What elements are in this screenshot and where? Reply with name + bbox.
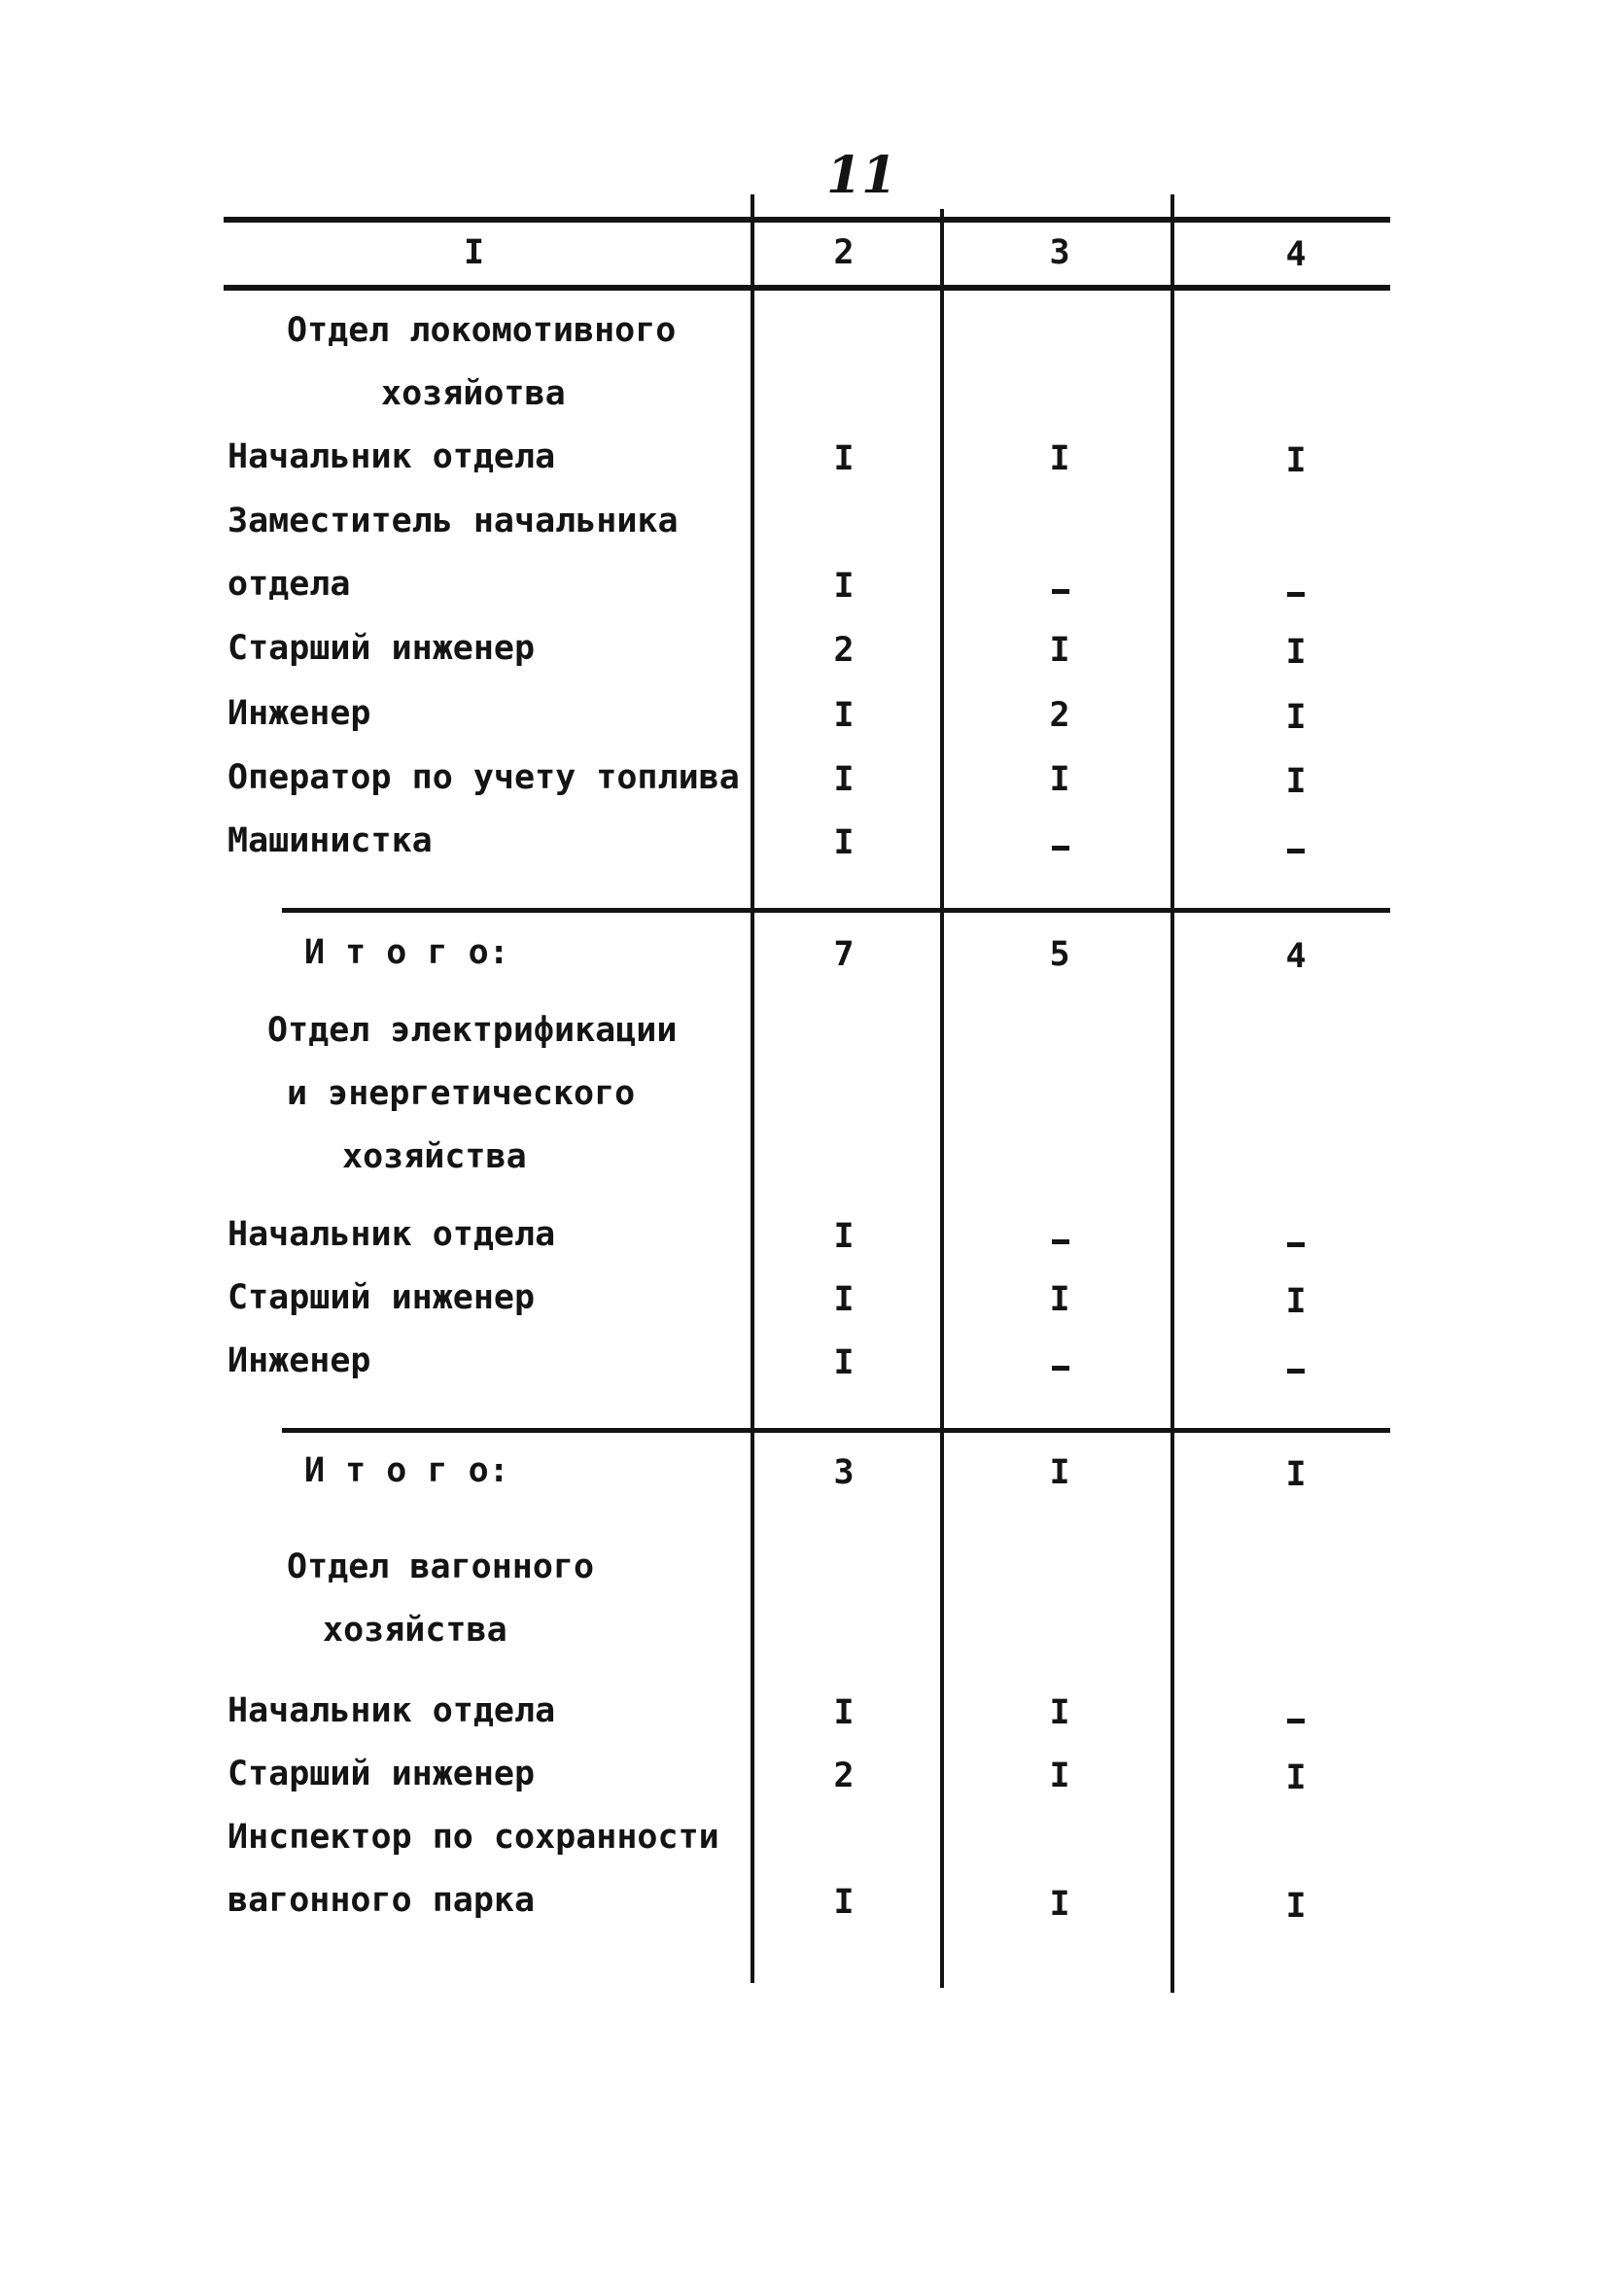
total-col-4: I: [1285, 1455, 1307, 1494]
section-title: Отдел электрификации: [267, 1011, 678, 1050]
row-label: Старший инженер: [227, 1278, 536, 1317]
cell-col-4: I: [1285, 1758, 1307, 1797]
subtotal-rule-1: [282, 908, 1390, 913]
cell-col-2: I: [833, 1883, 855, 1922]
cell-col-2: I: [833, 567, 855, 606]
row-label: отдела: [227, 565, 351, 604]
row-label: Инспектор по сохранности: [227, 1818, 719, 1857]
total-col-3: I: [1049, 1453, 1070, 1492]
total-col-2: 7: [833, 935, 855, 974]
cell-col-2: I: [833, 1693, 855, 1732]
section-title: и энергетического: [287, 1074, 636, 1113]
dash-mark: [1052, 1366, 1069, 1371]
total-label: И т о г о:: [304, 933, 509, 972]
dash-mark: [1052, 589, 1069, 594]
subtotal-rule-2: [282, 1428, 1390, 1433]
cell-col-2: I: [833, 696, 855, 735]
cell-col-2: 2: [833, 1757, 855, 1795]
total-col-2: 3: [833, 1453, 855, 1492]
row-label: Машинистка: [227, 821, 433, 860]
cell-col-4: I: [1285, 1887, 1307, 1926]
cell-col-4: I: [1285, 441, 1307, 480]
section-title: хозяйотва: [381, 374, 566, 413]
dash-mark: [1052, 1239, 1069, 1244]
cell-col-4: I: [1285, 762, 1307, 801]
dash-mark: [1287, 1719, 1305, 1723]
dash-mark: [1287, 1242, 1305, 1247]
dash-mark: [1287, 1369, 1305, 1374]
cell-col-2: 2: [833, 631, 855, 670]
page-number: 11: [826, 146, 897, 205]
cell-col-3: I: [1049, 1693, 1070, 1732]
row-label: Заместитель начальника: [227, 502, 679, 540]
row-label: Старший инженер: [227, 1755, 536, 1793]
total-col-3: 5: [1049, 935, 1070, 974]
cell-col-2: I: [833, 760, 855, 799]
section-title: хозяйства: [323, 1611, 507, 1650]
dash-mark: [1287, 849, 1305, 853]
column-divider-3: [1170, 194, 1174, 1993]
cell-col-2: I: [833, 439, 855, 478]
row-label: Инженер: [227, 694, 371, 733]
cell-col-3: I: [1049, 439, 1070, 478]
row-label: Старший инженер: [227, 629, 536, 668]
total-col-4: 4: [1285, 937, 1307, 976]
header-col-4: 4: [1285, 235, 1307, 274]
column-divider-1: [751, 194, 754, 1983]
cell-col-2: I: [833, 1343, 855, 1382]
cell-col-2: I: [833, 1217, 855, 1256]
section-title: хозяйства: [342, 1137, 527, 1176]
section-title: Отдел вагонного: [287, 1548, 595, 1586]
row-label: Начальник отдела: [227, 1215, 556, 1254]
header-col-3: 3: [1049, 233, 1070, 272]
cell-col-3: I: [1049, 1885, 1070, 1924]
cell-col-4: I: [1285, 698, 1307, 737]
cell-col-2: I: [833, 823, 855, 862]
row-label: вагонного парка: [227, 1881, 536, 1920]
dash-mark: [1287, 592, 1305, 597]
cell-col-4: I: [1285, 1282, 1307, 1321]
header-col-2: 2: [833, 233, 855, 272]
column-divider-2: [940, 209, 944, 1988]
cell-col-3: 2: [1049, 696, 1070, 735]
row-label: Инженер: [227, 1341, 371, 1380]
total-label: И т о г о:: [304, 1451, 509, 1490]
cell-col-3: I: [1049, 1280, 1070, 1319]
dash-mark: [1052, 846, 1069, 851]
row-label: Оператор по учету топлива: [227, 758, 740, 797]
cell-col-4: I: [1285, 633, 1307, 672]
header-col-1: I: [463, 233, 485, 272]
cell-col-3: I: [1049, 1757, 1070, 1795]
header-bottom-rule: [224, 285, 1390, 291]
table-top-rule: [224, 217, 1390, 223]
row-label: Начальник отдела: [227, 1691, 556, 1730]
cell-col-3: I: [1049, 760, 1070, 799]
cell-col-2: I: [833, 1280, 855, 1319]
row-label: Начальник отдела: [227, 437, 556, 476]
cell-col-3: I: [1049, 631, 1070, 670]
section-title: Отдел локомотивного: [287, 311, 677, 350]
